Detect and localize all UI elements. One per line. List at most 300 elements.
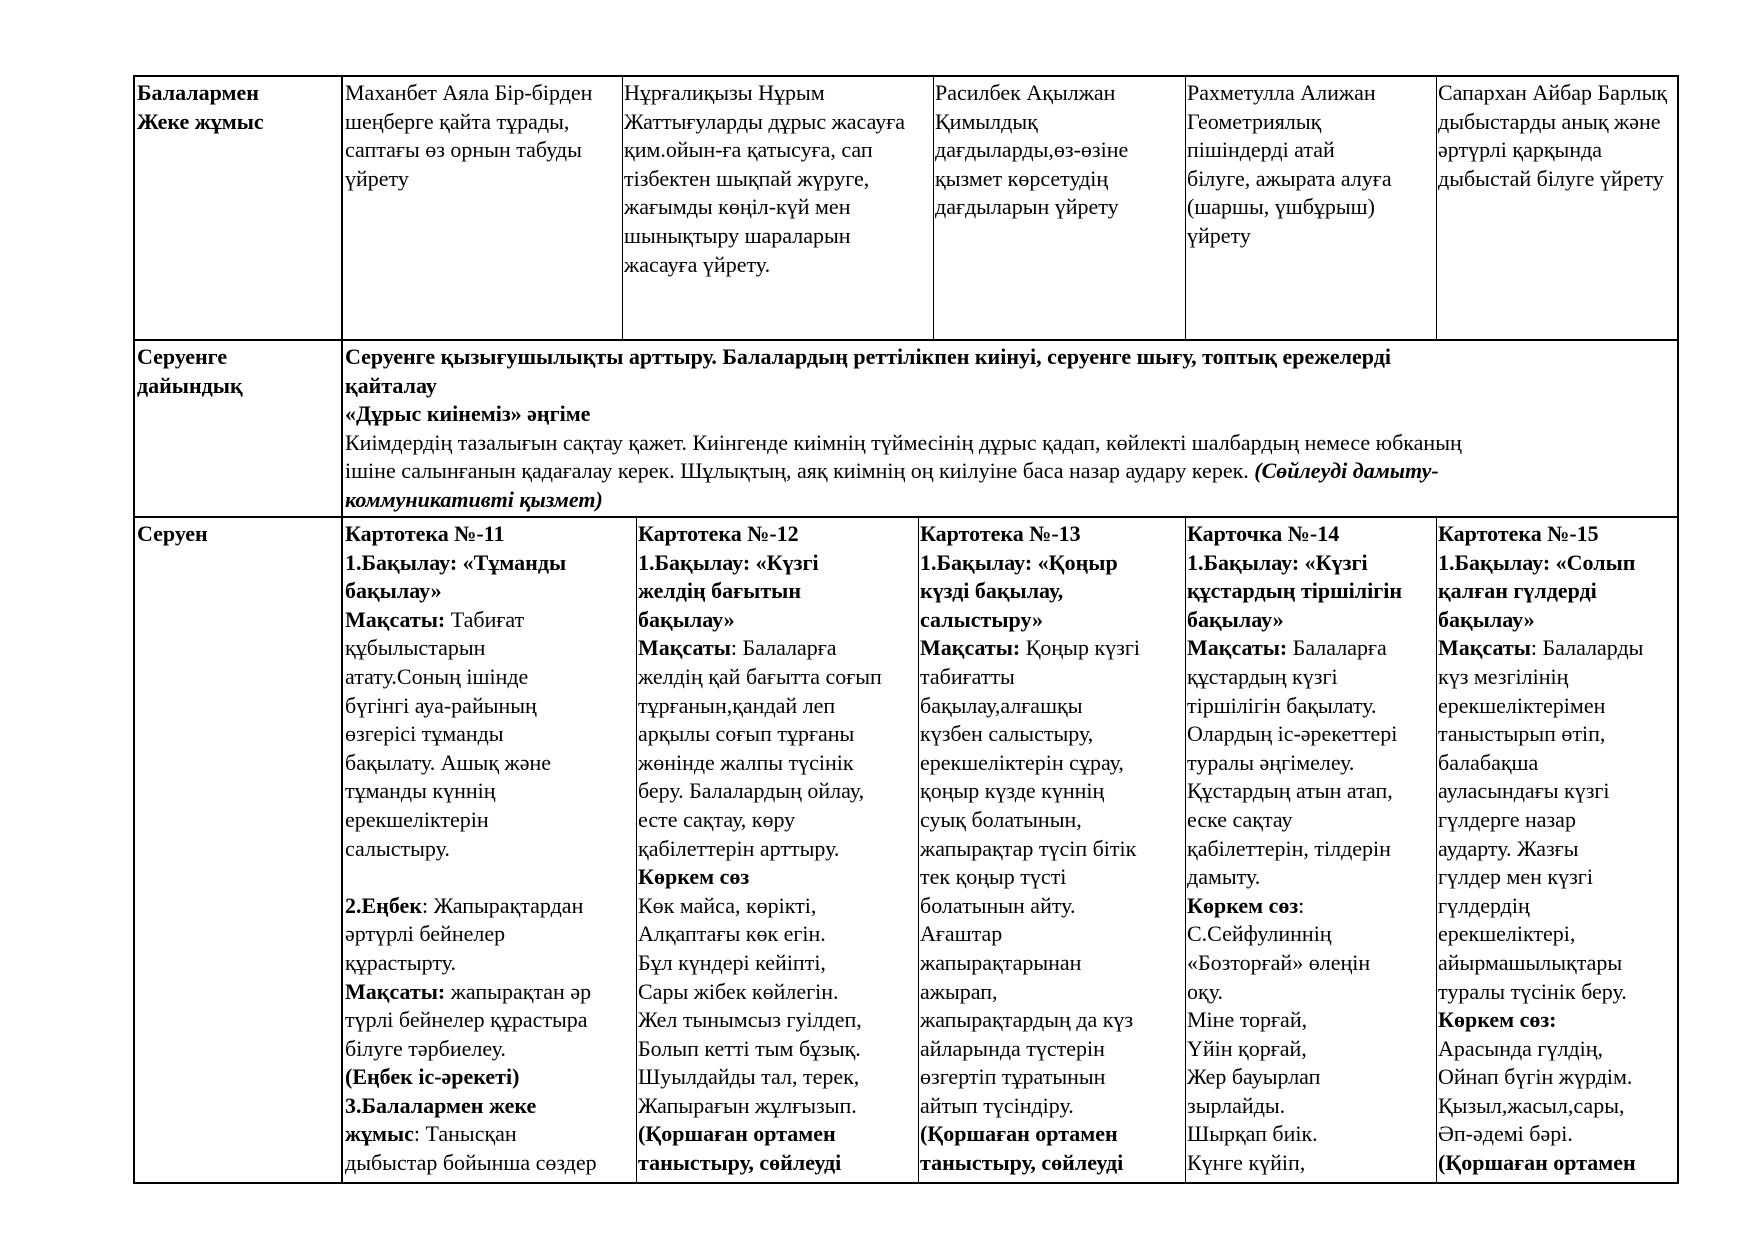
walk-card-14	[1187, 520, 1434, 1181]
text-run: Картотека №-13	[920, 521, 1081, 546]
text-run: Үйін қорғай,	[1187, 1035, 1307, 1061]
text-line	[920, 749, 1183, 778]
text-run: Қоңыр күзгі	[1020, 635, 1140, 661]
text-line	[1438, 892, 1676, 921]
text-line	[1187, 835, 1434, 864]
text-line	[920, 692, 1183, 721]
text-run: желдің қай бағытта соғып	[638, 663, 882, 689]
text-line	[345, 577, 634, 606]
text-line	[920, 863, 1183, 892]
text-line	[920, 892, 1183, 921]
column-divider	[636, 517, 637, 1183]
text-run: әртүрлі бейнелер	[345, 921, 506, 947]
text-line	[920, 777, 1183, 806]
table-label-divider	[341, 75, 343, 1184]
text-line: Расилбек Ақылжан	[935, 80, 1116, 105]
text-line	[920, 1120, 1183, 1149]
text-line	[345, 720, 634, 749]
text-line	[1187, 920, 1434, 949]
text-line: дағдыларын үйрету	[935, 194, 1119, 220]
text-line: үйрету	[1187, 222, 1251, 248]
text-run: жапырақтарынан	[920, 949, 1082, 975]
text-line	[638, 692, 916, 721]
individual-work-cell-3	[935, 79, 1183, 337]
text-line: коммуникативті қызмет)	[345, 486, 603, 512]
text-line	[638, 1006, 916, 1035]
text-line	[1438, 606, 1676, 635]
row-label-line: дайындық	[137, 372, 243, 398]
text-line: қайталау	[345, 372, 437, 398]
text-line	[1438, 1120, 1676, 1149]
text-line	[1187, 549, 1434, 578]
text-run: 1.Бақылау: «Күзгі	[638, 549, 819, 575]
text-run: зырлайды.	[1187, 1092, 1286, 1118]
walk-card-12	[638, 520, 916, 1181]
text-run: : Танысқан	[413, 1121, 517, 1147]
text-line	[638, 920, 916, 949]
column-divider	[1436, 75, 1437, 340]
text-run: Мақсаты:	[345, 606, 446, 632]
text-line	[920, 1006, 1183, 1035]
text-line	[345, 806, 634, 835]
text-run: Табиғат	[445, 606, 525, 632]
text-line	[1187, 749, 1434, 778]
text-line: жағымды көңіл-күй мен	[624, 194, 851, 220]
text-run: Сары жібек көйлегін.	[638, 978, 839, 1004]
text-line	[345, 1035, 634, 1064]
text-run: бақылау»	[638, 606, 735, 632]
text-line	[1187, 692, 1434, 721]
text-line	[920, 549, 1183, 578]
text-line	[920, 1063, 1183, 1092]
text-run: 3.Балалармен жеке	[345, 1092, 537, 1118]
text-line	[1438, 577, 1676, 606]
text-run: Карточка №-14	[1187, 521, 1340, 546]
text-run: Шуылдайды тал, терек,	[638, 1064, 860, 1090]
text-line	[1187, 1149, 1434, 1178]
text-line	[1187, 520, 1434, 549]
text-line	[920, 663, 1183, 692]
text-line	[638, 520, 916, 549]
text-line	[1187, 663, 1434, 692]
text-line	[638, 749, 916, 778]
individual-work-cell-2	[624, 79, 931, 337]
text-run: беру. Балалардың ойлау,	[638, 778, 865, 804]
individual-work-cell-5	[1438, 79, 1676, 337]
text-run: күз мезгілінің	[1438, 663, 1569, 689]
walk-preparation-content	[345, 343, 1675, 515]
text-line	[1187, 634, 1434, 663]
text-run: суық болатынын,	[920, 806, 1082, 832]
row-label-walk: Серуен	[137, 521, 208, 546]
text-run: бақылау»	[1438, 606, 1535, 632]
text-run: ішіне салынғанын қадағалау керек. Шұлықтың, аяқ киімнің оң киілуіне баса назар аудару керек.	[345, 458, 1255, 484]
text-line: Рахметулла Алижан	[1187, 80, 1376, 105]
text-run: жұмыс	[345, 1121, 414, 1147]
text-line	[638, 863, 916, 892]
text-line	[1438, 1006, 1676, 1035]
text-run: Картотека №-15	[1438, 521, 1599, 546]
text-run: Жер бауырлап	[1187, 1064, 1321, 1090]
text-run: 2.Еңбек	[345, 892, 422, 918]
text-line	[920, 949, 1183, 978]
individual-work-cell-1	[345, 79, 620, 337]
text-run: салыстыру»	[920, 606, 1043, 632]
text-run: (Еңбек іс-әрекеті)	[345, 1064, 520, 1090]
text-run: еске сақтау	[1187, 806, 1293, 832]
text-run: болатынын айту.	[920, 892, 1076, 918]
text-line	[920, 606, 1183, 635]
text-line	[345, 777, 634, 806]
text-run-italic: (Сөйлеуді дамыту-	[1254, 458, 1439, 484]
text-run: балабақша	[1438, 749, 1539, 775]
text-line	[1438, 920, 1676, 949]
text-line	[345, 920, 634, 949]
text-line	[638, 1149, 916, 1178]
text-line	[1187, 1092, 1434, 1121]
row-label-line: Балалармен	[137, 80, 259, 105]
text-line	[1438, 634, 1676, 663]
text-run: ауласындағы күзгі	[1438, 778, 1610, 804]
text-line	[920, 835, 1183, 864]
text-line	[345, 520, 634, 549]
text-line	[638, 663, 916, 692]
text-line: дағдыларды,өз-өзіне	[935, 137, 1129, 163]
text-run: 1.Бақылау: «Күзгі	[1187, 549, 1368, 575]
text-run: бүгінгі ауа-райының	[345, 692, 537, 718]
text-line	[1438, 720, 1676, 749]
text-line	[920, 1092, 1183, 1121]
text-line	[345, 663, 634, 692]
text-run: тіршілігін бақылату.	[1187, 692, 1377, 718]
text-run: Олардың іс-әрекеттері	[1187, 721, 1398, 747]
text-run: С.Сейфулиннің	[1187, 921, 1332, 947]
row-label-line: Серуенге	[137, 344, 228, 369]
text-line	[638, 1063, 916, 1092]
text-run: (Қоршаған ортамен	[920, 1121, 1118, 1147]
text-run: атату.Соның ішінде	[345, 663, 529, 689]
text-run: 1.Бақылау: «Тұманды	[345, 549, 567, 575]
text-run: Мақсаты	[638, 635, 731, 661]
text-run: дыбыстар бойынша сөздер	[345, 1150, 597, 1176]
text-line	[1187, 892, 1434, 921]
text-run: табиғатты	[920, 663, 1015, 689]
text-run: жапырақтар түсіп бітік	[920, 835, 1137, 861]
text-run: Жапырағын жұлғызып.	[638, 1092, 857, 1118]
text-line: Қимылдық	[935, 108, 1038, 134]
table-border-right	[1677, 75, 1679, 1184]
text-run: бақылату. Ашық және	[345, 749, 552, 775]
text-run: Шырқап биік.	[1187, 1121, 1318, 1147]
text-line: Киімдердің тазалығын сақтау қажет. Киінгенде киімнің түймесінің дұрыс қадап, көйлекті шалбардың немесе юбканың	[345, 429, 1462, 455]
text-line	[1187, 720, 1434, 749]
text-line: Серуенге қызығушылықты арттыру. Балалардың реттілікпен киінуі, серуенге шығу, топтық ережелерді	[345, 344, 1391, 369]
text-run: жапырақтан әр	[445, 978, 592, 1004]
text-run: Мақсаты:	[920, 635, 1021, 661]
text-run: аударту. Жазғы	[1438, 835, 1579, 861]
text-line	[638, 577, 916, 606]
text-line	[1187, 949, 1434, 978]
text-line	[1438, 1035, 1676, 1064]
text-line	[345, 892, 634, 921]
text-line	[1438, 692, 1676, 721]
text-line	[1438, 1092, 1676, 1121]
walk-card-11	[345, 520, 634, 1181]
text-line	[1187, 606, 1434, 635]
text-run: таныстыру, сөйлеуді	[920, 1150, 1124, 1176]
text-line: қызмет көрсетудің	[935, 165, 1109, 191]
column-divider	[1185, 517, 1186, 1183]
text-run: гүлдерге назар	[1438, 806, 1576, 832]
walk-card-13	[920, 520, 1183, 1181]
text-line	[345, 949, 634, 978]
text-run: білуге тәрбиелеу.	[345, 1035, 506, 1061]
text-run: Көркем сөз	[1187, 892, 1299, 918]
text-line	[1187, 777, 1434, 806]
text-line	[345, 1092, 634, 1121]
text-line: тізбектен шықпай жүруге,	[624, 165, 870, 191]
text-run: Картотека №-11	[345, 521, 505, 546]
text-line	[920, 1149, 1183, 1178]
text-line	[920, 1035, 1183, 1064]
text-run: ерекшеліктері,	[1438, 921, 1576, 947]
text-line: үйрету	[345, 165, 409, 191]
text-run: :	[1298, 892, 1305, 918]
text-run: күзді бақылау,	[920, 578, 1064, 604]
text-run: Балаларға	[1287, 635, 1387, 661]
text-line	[345, 457, 1675, 486]
text-line	[638, 806, 916, 835]
text-run: тұрғанын,қандай леп	[638, 692, 836, 718]
text-line	[345, 606, 634, 635]
text-run: ерекшеліктерін сұрау,	[920, 749, 1124, 775]
table-row-divider	[133, 339, 1679, 341]
text-line	[345, 1006, 634, 1035]
text-run: оқу.	[1187, 978, 1223, 1004]
text-run: гүлдердің	[1438, 892, 1530, 918]
text-run: құстардың күзгі	[1187, 663, 1338, 689]
text-line	[638, 892, 916, 921]
text-run: айларында түстерін	[920, 1035, 1105, 1061]
text-line: шеңберге қайта тұрады,	[345, 108, 570, 134]
individual-work-cell-4	[1187, 79, 1434, 337]
text-line	[1187, 978, 1434, 1007]
text-line: білуге, ажырата алуға	[1187, 165, 1392, 191]
text-line	[638, 777, 916, 806]
text-line	[920, 978, 1183, 1007]
table-border-top	[133, 75, 1679, 77]
text-line	[1187, 863, 1434, 892]
text-run: Картотека №-12	[638, 521, 799, 546]
text-run: Құстардың атын атап,	[1187, 778, 1393, 804]
text-run: тұманды күннің	[345, 778, 496, 804]
text-line	[345, 978, 634, 1007]
text-run: Әп-әдемі бәрі.	[1438, 1121, 1573, 1147]
text-line: (шаршы, үшбұрыш)	[1187, 194, 1375, 220]
text-line	[1438, 549, 1676, 578]
column-divider	[933, 75, 934, 340]
text-line: «Дұрыс киінеміз» әңгіме	[345, 401, 591, 427]
text-run: бақылау»	[1187, 606, 1284, 632]
text-line: саптағы өз орнын табуды	[345, 137, 582, 163]
text-run: Көркем сөз:	[1438, 1007, 1557, 1033]
text-run: есте сақтау, көру	[638, 806, 796, 832]
text-line	[345, 692, 634, 721]
text-run: : Балаларға	[730, 635, 837, 661]
text-line	[638, 720, 916, 749]
text-run: бақылау,алғашқы	[920, 692, 1083, 718]
text-line	[345, 1063, 634, 1092]
column-divider	[918, 517, 919, 1183]
text-line	[1438, 835, 1676, 864]
text-line	[1187, 577, 1434, 606]
text-run: ерекшеліктерімен	[1438, 692, 1606, 718]
text-run: (Қоршаған ортамен	[1438, 1150, 1636, 1176]
table-border-left	[133, 75, 135, 1184]
text-run: туралы түсінік беру.	[1438, 978, 1627, 1004]
text-line	[1438, 978, 1676, 1007]
text-run: құстардың тіршілігін	[1187, 578, 1403, 604]
text-run: Мақсаты:	[1187, 635, 1288, 661]
text-run: салыстыру.	[345, 835, 450, 861]
text-run: жөнінде жалпы түсінік	[638, 749, 854, 775]
text-line	[1438, 863, 1676, 892]
text-run: бақылау»	[345, 578, 442, 604]
text-line: Геометриялық	[1187, 108, 1322, 134]
text-line	[1438, 1149, 1676, 1178]
text-run: өзгертіп тұратынын	[920, 1064, 1106, 1090]
text-line	[345, 835, 634, 864]
text-run: таныстыру, сөйлеуді	[638, 1150, 842, 1176]
text-line	[345, 634, 634, 663]
text-line: Сапархан Айбар Барлық	[1438, 80, 1668, 105]
text-run: жапырақтардың да күз	[920, 1007, 1134, 1033]
text-line	[1438, 949, 1676, 978]
text-run: айырмашылықтары	[1438, 949, 1623, 975]
text-run: Ағаштар	[920, 921, 1003, 947]
text-run: қабілеттерін арттыру.	[638, 835, 840, 861]
column-divider	[622, 75, 623, 340]
text-run: өзгерісі тұманды	[345, 721, 504, 747]
text-line	[920, 806, 1183, 835]
text-run: таныстырып өтіп,	[1438, 721, 1606, 747]
text-run: құбылыстарын	[345, 635, 486, 661]
text-line	[638, 606, 916, 635]
text-run: 1.Бақылау: «Солып	[1438, 549, 1636, 575]
text-line	[1438, 1063, 1676, 1092]
text-run: күзбен салыстыру,	[920, 721, 1094, 747]
text-line	[920, 577, 1183, 606]
walk-card-15	[1438, 520, 1676, 1181]
text-line	[638, 949, 916, 978]
text-run: : Балаларды	[1530, 635, 1644, 661]
text-line	[345, 749, 634, 778]
text-line	[345, 863, 634, 892]
text-run: (Қоршаған ортамен	[638, 1121, 836, 1147]
text-line: әртүрлі қарқында	[1438, 137, 1603, 163]
text-line	[1438, 663, 1676, 692]
text-run: Мақсаты	[1438, 635, 1531, 661]
text-run: ерекшеліктерін	[345, 806, 489, 832]
text-run: Бұл күндері кейіпті,	[638, 949, 826, 975]
table-border-bottom	[133, 1182, 1679, 1184]
text-run: Қызыл,жасыл,сары,	[1438, 1092, 1625, 1118]
text-line	[638, 549, 916, 578]
text-run: арқылы соғып тұрғаны	[638, 721, 855, 747]
text-line	[1187, 1006, 1434, 1035]
text-line	[1438, 749, 1676, 778]
text-line	[920, 720, 1183, 749]
text-run: Арасында гүлдің,	[1438, 1035, 1604, 1061]
row-label-line: Жеке жұмыс	[137, 108, 264, 134]
text-line: пішіндерді атай	[1187, 137, 1335, 163]
text-run: құрастырту.	[345, 949, 456, 975]
text-line: қим.ойын-ға қатысуға, сап	[624, 137, 873, 163]
text-line	[638, 978, 916, 1007]
text-line: Жаттығуларды дұрыс жасауға	[624, 108, 906, 134]
text-run: айтып түсіндіру.	[920, 1092, 1074, 1118]
table-row-divider	[133, 516, 1679, 518]
text-run: желдің бағытын	[638, 578, 802, 604]
text-run: Болып кетті тым бұзық.	[638, 1035, 861, 1061]
text-line: дыбыстарды анық және	[1438, 108, 1661, 134]
text-line	[1438, 806, 1676, 835]
text-run: тек қоңыр түсті	[920, 864, 1067, 890]
row-label-individual-work	[137, 79, 337, 337]
text-run: Міне торғай,	[1187, 1007, 1308, 1033]
text-run: Ойнап бүгін жүрдім.	[1438, 1064, 1633, 1090]
text-line	[638, 1120, 916, 1149]
text-run: дамыту.	[1187, 864, 1261, 890]
text-line	[920, 634, 1183, 663]
text-run: Мақсаты:	[345, 978, 446, 1004]
text-run: қабілеттерін, тілдерін	[1187, 835, 1391, 861]
text-line	[638, 835, 916, 864]
text-run: туралы әңгімелеу.	[1187, 749, 1355, 775]
text-line	[1438, 520, 1676, 549]
column-divider	[1185, 75, 1186, 340]
text-run: Күнге күйіп,	[1187, 1150, 1306, 1176]
text-run: Жел тынымсыз гуілдеп,	[638, 1007, 862, 1033]
text-run: Алқаптағы көк егін.	[638, 921, 826, 947]
text-line	[345, 1149, 634, 1178]
text-run: 1.Бақылау: «Қоңыр	[920, 549, 1118, 575]
text-line	[638, 634, 916, 663]
text-run: : Жапырақтардан	[422, 892, 584, 918]
text-line	[345, 549, 634, 578]
text-line	[1187, 1063, 1434, 1092]
text-run: қалған гүлдерді	[1438, 578, 1597, 604]
text-line	[920, 920, 1183, 949]
text-run: ажырап,	[920, 978, 998, 1004]
text-run: гүлдер мен күзгі	[1438, 864, 1593, 890]
text-line	[920, 520, 1183, 549]
text-line	[1438, 777, 1676, 806]
row-label-walk-preparation	[137, 343, 337, 513]
text-line: Нұрғалиқызы Нұрым	[624, 80, 825, 105]
text-run: «Бозторғай» өлеңін	[1187, 949, 1371, 975]
text-run: түрлі бейнелер құрастыра	[345, 1007, 588, 1033]
text-run: Көркем сөз	[638, 864, 750, 890]
column-divider	[1436, 517, 1437, 1183]
text-line	[1187, 806, 1434, 835]
text-line: жасауға үйрету.	[624, 251, 771, 277]
text-line	[345, 1120, 634, 1149]
text-line	[638, 1092, 916, 1121]
text-line: шынықтыру шараларын	[624, 222, 851, 248]
text-line	[1187, 1120, 1434, 1149]
text-line: дыбыстай білуге үйрету	[1438, 165, 1664, 191]
